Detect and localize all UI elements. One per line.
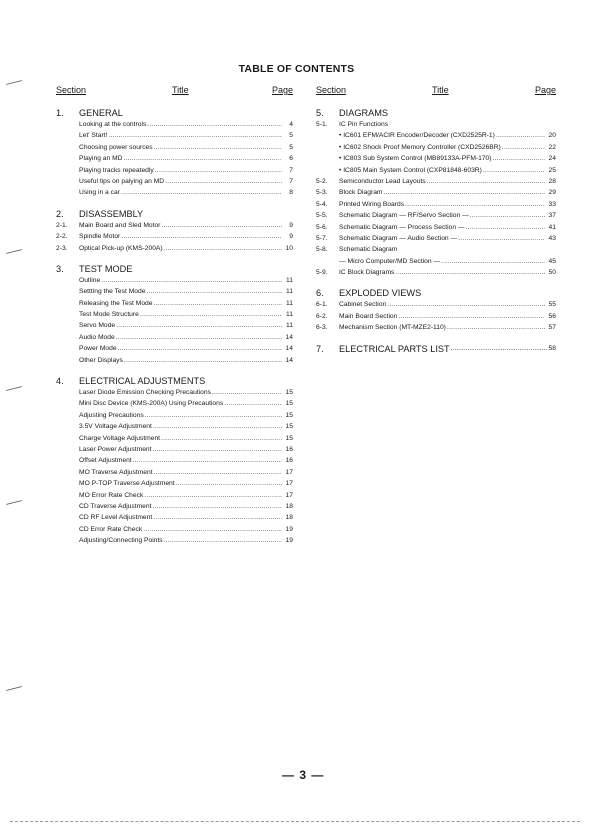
entry-page: 6 — [289, 155, 293, 163]
entry-page: 18 — [285, 502, 293, 510]
entry-title: Schematic Diagram — RF/Servo Section — — [339, 212, 469, 220]
section-number: 4. — [56, 376, 64, 387]
toc-entry — [316, 210, 556, 221]
entry-page: 11 — [286, 311, 293, 319]
page-title: TABLE OF CONTENTS — [238, 63, 355, 75]
entry-number — [56, 332, 79, 343]
toc-entry — [316, 267, 556, 278]
entry-page: 24 — [548, 155, 556, 163]
leader-dots — [383, 187, 545, 198]
entry-number: 2-3. — [56, 244, 68, 252]
entry-number: 5-8. — [316, 246, 328, 254]
entry-title: MO Error Rate Check — [79, 491, 144, 499]
entry-page: 9 — [289, 233, 293, 241]
leader-dots — [165, 176, 282, 187]
leader-dots — [466, 222, 545, 233]
entry-title: Semiconductor Lead Layouts — [339, 177, 426, 185]
entry-number — [56, 142, 79, 153]
section-title: GENERAL — [79, 108, 123, 118]
toc-entry — [56, 467, 293, 478]
entry-number — [56, 524, 79, 535]
leader-dots — [493, 153, 546, 164]
entry-page: 5 — [289, 143, 293, 151]
toc-entry — [316, 165, 556, 176]
entry-page: 15 — [285, 423, 293, 431]
toc-right-column — [316, 85, 556, 355]
leader-dots — [395, 267, 545, 278]
leader-dots — [389, 119, 545, 130]
entry-page: 15 — [285, 400, 293, 408]
toc-entry — [56, 231, 293, 242]
leader-dots — [101, 275, 282, 286]
entry-title: Charge Voltage Adjustment — [79, 434, 161, 442]
toc-entry — [56, 478, 293, 489]
section-title: EXPLODED VIEWS — [339, 288, 422, 299]
section-title: TEST MODE — [79, 263, 133, 274]
entry-number — [316, 256, 339, 267]
section-number: 1. — [56, 108, 64, 118]
entry-page: 11 — [286, 322, 293, 330]
entry-page: 56 — [548, 312, 556, 320]
leader-dots — [496, 130, 545, 141]
entry-title: Power Mode — [79, 345, 117, 353]
entry-number — [316, 130, 339, 141]
section-heading — [316, 343, 556, 355]
toc-entry — [56, 243, 293, 254]
leader-dots — [398, 244, 545, 255]
entry-page: 19 — [285, 537, 293, 545]
entry-number: 5-3. — [316, 189, 328, 197]
entry-page: 50 — [548, 269, 556, 277]
section-title: ELECTRICAL PARTS LIST — [339, 343, 450, 354]
leader-dots — [116, 332, 282, 343]
leader-dots — [124, 355, 282, 366]
toc-entry — [316, 256, 556, 267]
entry-title: Offset Adjustment — [79, 457, 132, 465]
entry-page: 16 — [285, 457, 293, 465]
entry-number — [56, 398, 79, 409]
toc-entry — [56, 286, 293, 297]
toc-entry — [56, 220, 293, 231]
toc-entry — [316, 199, 556, 210]
entry-title: Outline — [79, 276, 101, 284]
entry-number: 5-4. — [316, 200, 328, 208]
entry-page: 16 — [285, 445, 293, 453]
entry-page — [546, 244, 556, 255]
section-number: 3. — [56, 263, 64, 274]
leader-dots — [154, 142, 282, 153]
toc-entry — [56, 332, 293, 343]
leader-dots — [458, 233, 545, 244]
entry-page: 7 — [289, 166, 293, 174]
entry-page: 5 — [289, 132, 293, 140]
entry-title: Using in a car — [79, 189, 120, 197]
entry-number: 5-9. — [316, 269, 328, 277]
section-heading — [56, 107, 293, 119]
section-page: 58 — [548, 344, 556, 352]
leader-dots — [451, 343, 548, 355]
leader-dots — [176, 478, 282, 489]
entry-title: • IC805 Main System Control (CXP81848-603R) — [339, 166, 482, 174]
entry-number — [56, 535, 79, 546]
entry-page: 25 — [548, 166, 556, 174]
entry-title: IC Block Diagrams — [339, 269, 395, 277]
leader-dots — [161, 220, 282, 231]
toc-entry — [56, 165, 293, 176]
entry-page: 18 — [285, 514, 293, 522]
entry-page: 14 — [285, 333, 293, 341]
entry-number — [56, 478, 79, 489]
toc-entry — [56, 398, 293, 409]
toc-entry — [316, 311, 556, 322]
section-number: 7. — [316, 343, 324, 354]
toc-entry — [56, 119, 293, 130]
leader-dots — [154, 467, 282, 478]
entry-number: 2-2. — [56, 233, 68, 241]
entry-title: CD RF Level Adjustment — [79, 514, 153, 522]
scan-mark — [6, 386, 22, 391]
entry-page: 55 — [548, 301, 556, 309]
toc-right-body — [316, 107, 556, 355]
entry-title: Mini Disc Device (KMS-200A) Using Precautions — [79, 400, 224, 408]
leader-dots — [116, 320, 282, 331]
header-section: Section — [56, 85, 87, 95]
entry-title: Servo Mode — [79, 322, 116, 330]
entry-title: Test Mode Structure — [79, 311, 139, 319]
leader-dots — [164, 243, 282, 254]
entry-page: 19 — [285, 525, 293, 533]
section-number: 6. — [316, 288, 324, 299]
scan-mark — [6, 80, 22, 85]
leader-dots — [145, 410, 282, 421]
entry-title: Schematic Diagram — [339, 246, 398, 254]
leader-dots — [153, 298, 282, 309]
toc-entry — [316, 187, 556, 198]
entry-title: Laser Diode Emission Checking Precautions — [79, 389, 211, 397]
entry-page: 37 — [548, 212, 556, 220]
scan-mark — [6, 500, 22, 505]
leader-dots — [133, 455, 282, 466]
scan-mark — [6, 686, 22, 691]
entry-page: 17 — [285, 480, 293, 488]
entry-page: 14 — [285, 345, 293, 353]
toc-entry — [56, 320, 293, 331]
entry-page: 11 — [286, 299, 293, 307]
entry-number — [316, 153, 339, 164]
section-number: 5. — [316, 108, 324, 118]
toc-entry — [56, 130, 293, 141]
toc-entry — [56, 142, 293, 153]
entry-number: 2-1. — [56, 221, 68, 229]
leader-dots — [152, 501, 282, 512]
leader-dots — [147, 119, 282, 130]
leader-dots — [153, 512, 282, 523]
toc-entry — [56, 433, 293, 444]
entry-number — [56, 176, 79, 187]
leader-dots — [483, 165, 545, 176]
entry-page: 14 — [285, 356, 293, 364]
toc-entry — [56, 490, 293, 501]
entry-title: MO P-TOP Traverse Adjustment — [79, 480, 175, 488]
entry-title: MO Traverse Adjustment — [79, 468, 153, 476]
header-title: Title — [432, 85, 449, 95]
entry-title: Schematic Diagram — Audio Section — — [339, 234, 458, 242]
entry-number: 6-1. — [316, 301, 328, 309]
entry-page: 17 — [285, 491, 293, 499]
entry-title: Useful tips on palying an MD — [79, 177, 165, 185]
entry-title: Releasing the Test Mode — [79, 299, 153, 307]
entry-page: 7 — [289, 177, 293, 185]
entry-number — [56, 309, 79, 320]
toc-entry — [56, 153, 293, 164]
entry-page: 28 — [548, 177, 556, 185]
entry-number — [56, 467, 79, 478]
entry-title: Schematic Diagram — Process Section — — [339, 223, 465, 231]
leader-dots — [161, 433, 282, 444]
entry-title: Playing an MD — [79, 155, 123, 163]
leader-dots — [224, 398, 282, 409]
entry-number: 5-7. — [316, 234, 328, 242]
entry-page: 33 — [548, 200, 556, 208]
leader-dots — [427, 176, 545, 187]
toc-entry — [56, 410, 293, 421]
toc-entry — [316, 130, 556, 141]
entry-number: 6-3. — [316, 324, 328, 332]
toc-entry — [56, 444, 293, 455]
entry-number — [56, 298, 79, 309]
toc-entry — [56, 355, 293, 366]
leader-dots — [441, 256, 545, 267]
entry-page: 11 — [286, 288, 293, 296]
section-title: DIAGRAMS — [339, 108, 389, 118]
leader-dots — [124, 153, 283, 164]
header-section: Section — [316, 85, 347, 95]
entry-number — [56, 130, 79, 141]
entry-number — [56, 187, 79, 198]
entry-number: 5-1. — [316, 121, 328, 128]
entry-number: 5-6. — [316, 223, 328, 231]
leader-dots — [152, 444, 282, 455]
toc-entry — [316, 233, 556, 244]
entry-title: Optical Pick-up (KMS-200A) — [79, 244, 163, 252]
entry-page: 41 — [548, 223, 556, 231]
entry-number — [56, 275, 79, 286]
leader-dots — [164, 535, 282, 546]
entry-page: 20 — [548, 132, 556, 140]
leader-dots — [140, 309, 282, 320]
entry-title: Mechanism Section (MT-MZE2-110) — [339, 324, 446, 332]
entry-number — [56, 355, 79, 366]
entry-number — [56, 421, 79, 432]
toc-entry — [316, 153, 556, 164]
leader-dots — [153, 421, 282, 432]
bottom-rule — [10, 821, 580, 822]
toc-entry — [56, 501, 293, 512]
entry-title: Settting the Test Mode — [79, 288, 146, 296]
toc-entry — [56, 455, 293, 466]
entry-page: 57 — [548, 324, 556, 332]
entry-number — [56, 501, 79, 512]
toc-entry — [56, 309, 293, 320]
toc-entry — [316, 142, 556, 153]
entry-number — [56, 387, 79, 398]
entry-title: • IC601 EFM/ACIR Encoder/Decoder (CXD2525R-1) — [339, 132, 495, 140]
toc-entry — [56, 421, 293, 432]
header-page: Page — [271, 85, 293, 95]
entry-page: 45 — [548, 257, 556, 265]
entry-number — [56, 165, 79, 176]
entry-number — [56, 455, 79, 466]
leader-dots — [118, 343, 282, 354]
section-heading — [316, 287, 556, 299]
section-title: ELECTRICAL ADJUSTMENTS — [79, 376, 206, 387]
entry-number — [56, 153, 79, 164]
leader-dots — [155, 165, 282, 176]
entry-number — [56, 320, 79, 331]
toc-entry — [316, 244, 556, 255]
leader-dots — [121, 187, 282, 198]
column-header — [56, 85, 293, 98]
entry-page: 43 — [548, 234, 556, 242]
entry-page: 15 — [285, 434, 293, 442]
toc-entry — [56, 535, 293, 546]
leader-dots — [405, 199, 545, 210]
leader-dots — [398, 311, 545, 322]
toc-entry — [316, 176, 556, 187]
column-header — [316, 85, 556, 98]
entry-number — [56, 410, 79, 421]
entry-page — [546, 119, 556, 130]
section-number: 2. — [56, 208, 64, 219]
leader-dots — [470, 210, 545, 221]
entry-title: • IC602 Shock Proof Memory Controller (CXD2526BR) — [339, 143, 501, 151]
entry-page: 8 — [289, 189, 293, 197]
entry-page: 9 — [289, 221, 293, 229]
toc-left-column — [56, 85, 293, 547]
entry-title: Choosing power sources — [79, 143, 153, 151]
entry-title: Let' Start! — [79, 132, 108, 140]
entry-title: Adjusting/Connecting Points — [79, 537, 163, 545]
toc-entry — [316, 222, 556, 233]
toc-left-body — [56, 107, 293, 547]
entry-page: 10 — [285, 244, 293, 252]
entry-page: 17 — [285, 468, 293, 476]
entry-title: Looking at the controls — [79, 121, 147, 128]
scan-mark — [6, 249, 22, 254]
toc-entry — [56, 176, 293, 187]
entry-number — [56, 286, 79, 297]
leader-dots — [212, 387, 282, 398]
toc-entry — [56, 387, 293, 398]
entry-title: Other Displays — [79, 356, 123, 364]
entry-number — [56, 433, 79, 444]
section-heading — [56, 208, 293, 220]
leader-dots — [447, 322, 545, 333]
entry-page: 22 — [548, 143, 556, 151]
toc-entry — [56, 275, 293, 286]
entry-title: Main Board and Sled Motor — [79, 221, 161, 229]
toc-entry — [56, 524, 293, 535]
entry-page: 15 — [285, 411, 293, 419]
entry-number — [56, 119, 79, 130]
toc-entry — [316, 119, 556, 130]
entry-title: Block Diagram — [339, 189, 383, 197]
entry-number: 5-2. — [316, 177, 328, 185]
entry-title: Spindle Motor — [79, 233, 121, 241]
toc-entry — [56, 187, 293, 198]
entry-number — [56, 343, 79, 354]
entry-page: 11 — [286, 276, 293, 284]
header-page: Page — [534, 85, 556, 95]
entry-page: 29 — [548, 189, 556, 197]
leader-dots — [108, 130, 282, 141]
entry-title: Laser Power Adjustment — [79, 445, 152, 453]
toc-entry — [56, 343, 293, 354]
entry-title: Cabinet Section — [339, 301, 387, 309]
section-title: DISASSEMBLY — [79, 208, 144, 219]
leader-dots — [143, 524, 282, 535]
entry-number: 6-2. — [316, 312, 328, 320]
section-heading — [316, 107, 556, 119]
leader-dots — [144, 490, 282, 501]
leader-dots — [121, 231, 282, 242]
entry-title: • IC803 Sub System Control (MB89133A-PFM-170) — [339, 155, 492, 163]
section-heading — [56, 263, 293, 275]
leader-dots — [502, 142, 545, 153]
leader-dots — [387, 299, 545, 310]
entry-title: Playing tracks repeatedly — [79, 166, 154, 174]
entry-number — [56, 512, 79, 523]
toc-entry — [316, 299, 556, 310]
entry-title: CD Error Rate Check — [79, 525, 143, 533]
section-heading — [56, 375, 293, 387]
entry-number: 5-5. — [316, 212, 328, 220]
toc-entry — [56, 512, 293, 523]
entry-number — [316, 142, 339, 153]
entry-number — [316, 165, 339, 176]
entry-page: 4 — [289, 121, 293, 128]
entry-title: Printed Wiring Boards — [339, 200, 405, 208]
entry-number — [56, 490, 79, 501]
entry-title: Main Board Section — [339, 312, 398, 320]
toc-entry — [316, 322, 556, 333]
entry-title: 3.5V Voltage Adjustment — [79, 423, 152, 431]
header-title: Title — [172, 85, 189, 95]
entry-title: — Micro Computer/MD Section — — [339, 257, 441, 265]
toc-entry — [56, 298, 293, 309]
page-number: — 3 — — [282, 768, 325, 782]
entry-number — [56, 444, 79, 455]
entry-title: IC Pin Functions — [339, 121, 389, 128]
leader-dots — [146, 286, 282, 297]
entry-title: Adjusting Precautions — [79, 411, 144, 419]
entry-title: CD Traverse Adjustment — [79, 502, 152, 510]
entry-page: 15 — [285, 389, 293, 397]
entry-title: Audio Mode — [79, 333, 115, 341]
